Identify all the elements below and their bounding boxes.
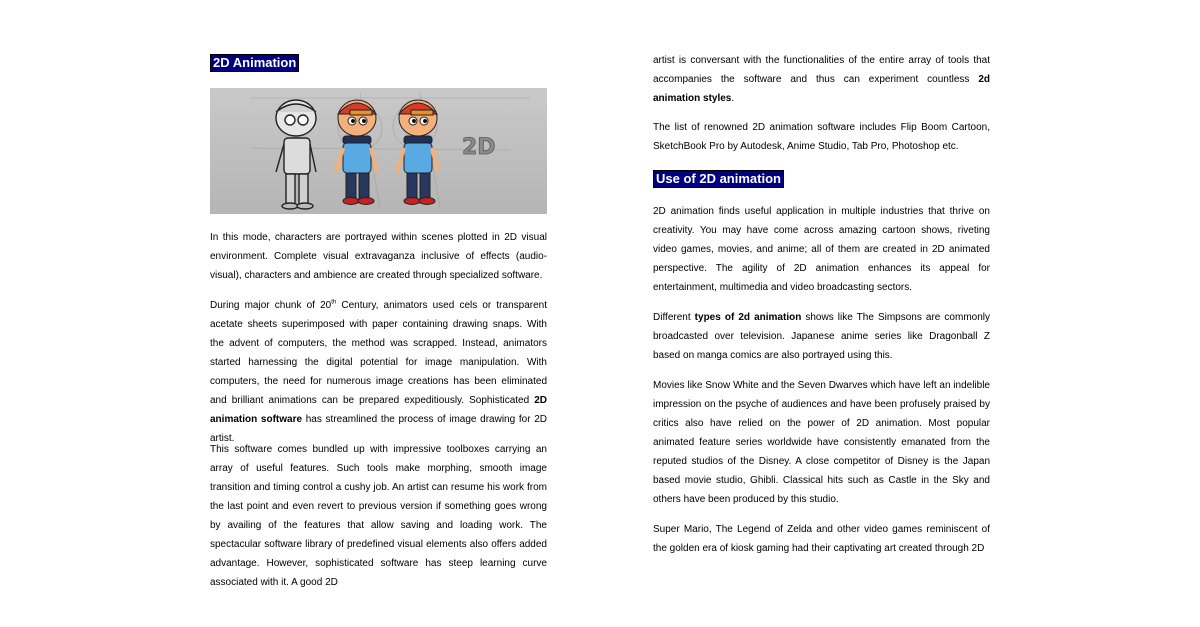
paragraph-video-games: Super Mario, The Legend of Zelda and other video games reminiscent of the golden era of kiosk gaming had their captivating art created through 2D [653, 524, 990, 554]
paragraph-applications: 2D animation finds useful application in multiple industries that thrive on creativity. You may have come across amazing cartoon shows, riveting video games, movies, and anime; all of them are created in 2D animated perspective. The agility of 2D animation enhances its appeal for entertainment, multimedia and video broadcasting sectors. [653, 206, 990, 293]
section-heading-use-of-2d: Use of 2D animation [653, 170, 784, 188]
paragraph-artist-conversant: artist is conversant with the functionalities of the entire array of tools that accompanies the software and thus can experiment countless 2d animation styles. [653, 55, 990, 104]
paragraph-2d-mode: In this mode, characters are portrayed within scenes plotted in 2D visual environment. Complete visual extravaganza inclusive of effects (audio-visual), characters and ambience are created through specialized software. [210, 232, 547, 281]
paragraph-types: Different types of 2d animation shows like The Simpsons are commonly broadcasted over television. Japanese anime series like Dragonball Z based on manga comics are also portrayed using this. [653, 312, 990, 361]
paragraph-software-list: The list of renowned 2D animation software includes Flip Boom Cartoon, SketchBook Pro by Autodesk, Anime Studio, Tab Pro, Photoshop etc. [653, 122, 990, 152]
sketch-character [276, 100, 316, 209]
section-heading-2d-animation: 2D Animation [210, 54, 299, 72]
paragraph-movies: Movies like Snow White and the Seven Dwarves which have left an indelible impression on the psyche of audiences and have been profusely praised by critics also have relied on the power of 2D animation. Most popular animated feature series worldwide have consistently emanated from the reputed studios of the Disney. A close competitor of Disney is the Japan based movie studio, Ghibli. Classical hits such as Castle in the Sky and others have been produced by this studio. [653, 380, 990, 505]
paragraph-software-toolboxes: This software comes bundled up with impressive toolboxes carrying an array of useful features. Such tools make morphing, smooth image transition and timing control a cushy job. An artist can resume his work from the last point and even revert to previous version if something goes wrong by availing of the features that allow saving and loading work. The spectacular software library of predefined visual elements also offers added advantage. However, sophisticated software has steep learning curve associated with it. A good 2D [210, 444, 547, 588]
character-illustration [210, 88, 547, 214]
colored-character-left [336, 100, 377, 205]
paragraph-20th-century: During major chunk of 20th Century, animators used cels or transparent acetate sheets superimposed with paper containing drawing snaps. With the advent of computers, the method was scrapped. Instead, animators started harnessing the digital potential for image manipulation. With computers, the need for numerous image creations has been eliminated and brilliant animations can be prepared expeditiously. Sophisticated 2D animation software has streamlined the process of image drawing for 2D artist. [210, 299, 547, 444]
colored-character-right [397, 100, 438, 205]
figure-badge-2d: 2D [462, 135, 496, 160]
